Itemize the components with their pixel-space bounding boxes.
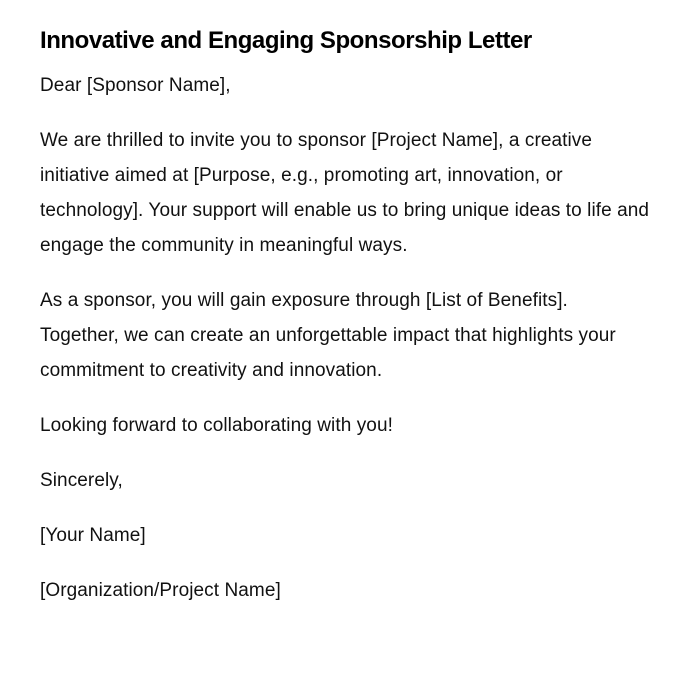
letter-document (40, 24, 650, 628)
letter-greeting: Dear [Sponsor Name], (40, 75, 231, 96)
letter-paragraph-intro: We are thrilled to invite you to sponsor [Project Name], a creative initiative aimed at [Purpose, e.g., promoting art, innovation, or technology]. Your support will enable us to bring unique ideas to life and engage the community in meaningful ways. (40, 130, 650, 256)
letter-paragraph-closing-line: Looking forward to collaborating with you! (40, 415, 393, 436)
letter-title: Innovative and Engaging Sponsorship Letter (40, 27, 532, 54)
letter-paragraph-benefits: As a sponsor, you will gain exposure through [List of Benefits]. Together, we can create an unforgettable impact that highlights your commitment to creativity and innovation. (40, 290, 616, 381)
letter-signature-name: [Your Name] (40, 525, 146, 546)
letter-signature-organization: [Organization/Project Name] (40, 580, 281, 601)
letter-closing: Sincerely, (40, 470, 123, 491)
